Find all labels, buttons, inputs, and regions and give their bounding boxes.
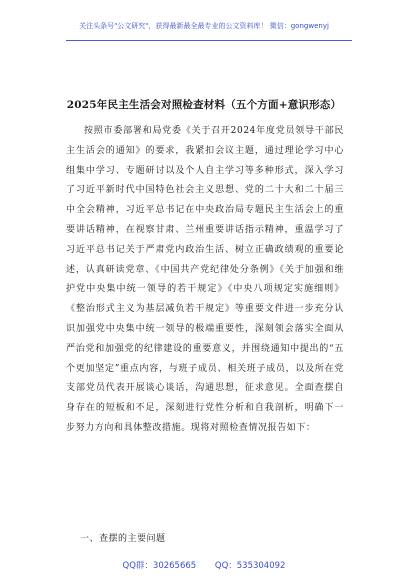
body-paragraph: 按照市委部署和局党委《关于召开2024年度党员领导干部民主生活会的通知》的要求，我紧扣会议主题，通过理论学习中心组集中学习、专题研讨以及个人自主学习等多种形式，深入学习了习近平新时代中国特色社会主义思想、党的二十大和二十届三中全会精神，习近平总书记在中央政治局专题民主生活会上的重要讲话精神，在视察甘肃、兰州重要讲话指示精神，重温学习了习近平总书记关于严肃党内政治生活、树立正确政绩观的重要论述，认真研读党章、《中国共产党纪律处分条例》《关于加强和维护党中央集中统一领导的若干规定》《中央八项规定实施细则》《整治形式主义为基层减负若干规定》等重要文件进一步充分认识加强党中央集中统一领导的极端重要性，深刻领会落实全面从严治党和加强党的纪律建设的重要意义，并围绕通知中提出的“五个更加坚定”重点内容，与班子成员、相关班子成员，以及所在党支部党员代表开展谈心谈话，沟通思想，征求意见。全面查摆自身存在的短板和不足，深刻进行党性分析和自我剖析，明确下一步努力方向和具体整改措施。现将对照检查情况报告如下： — [66, 126, 344, 433]
footer-contact — [0, 559, 408, 571]
footer-qq-number: QQ：535304092 — [214, 561, 286, 571]
document-title: 2025年民主生活会对照检查材料（五个方面+意识形态） — [66, 99, 342, 111]
footer-qq-group: QQ群：30265665 — [122, 561, 197, 571]
header-note: 关注头条号"公文研究"，获得最新最全最专业的公文资料库！ 微信：gongwenyj — [79, 22, 329, 30]
header-divider — [66, 40, 352, 41]
section-heading: 一、查摆的主要问题 — [80, 534, 166, 544]
